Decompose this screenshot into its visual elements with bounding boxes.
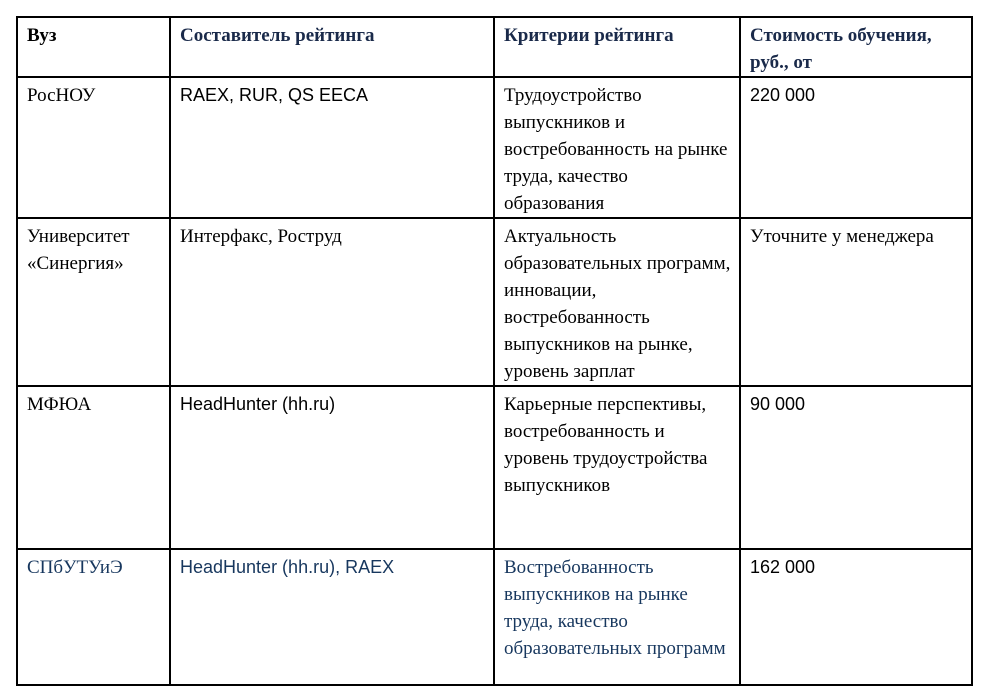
cell-compiler: HeadHunter (hh.ru) [170, 386, 494, 549]
cell-compiler: HeadHunter (hh.ru), RAEX [170, 549, 494, 685]
cell-criteria: Трудоустройство выпускников и востребованность на рынке труда, качество образования [494, 77, 740, 218]
cell-compiler: Интерфакс, Роструд [170, 218, 494, 386]
table-row [17, 77, 972, 218]
table-row [17, 218, 972, 386]
cell-criteria: Востребованность выпускников на рынке труда, качество образовательных программ [494, 549, 740, 685]
rating-table [16, 16, 973, 686]
cell-criteria: Актуальность образовательных программ, инновации, востребованность выпускников на рынке, уровень зарплат [494, 218, 740, 386]
cell-university: СПбУТУиЭ [17, 549, 170, 685]
cell-cost: 90 000 [740, 386, 972, 549]
header-cost: Стоимость обучения, руб., от [740, 17, 972, 77]
table-header-row [17, 17, 972, 77]
cell-university: Университет «Синергия» [17, 218, 170, 386]
cell-university: РосНОУ [17, 77, 170, 218]
table-row [17, 386, 972, 549]
header-compiler: Составитель рейтинга [170, 17, 494, 77]
cell-cost: Уточните у менеджера [740, 218, 972, 386]
cell-cost: 162 000 [740, 549, 972, 685]
cell-criteria: Карьерные перспективы, востребованность и уровень трудоустройства выпускников [494, 386, 740, 549]
header-criteria: Критерии рейтинга [494, 17, 740, 77]
cell-cost: 220 000 [740, 77, 972, 218]
table-row [17, 549, 972, 685]
cell-university: МФЮА [17, 386, 170, 549]
cell-compiler: RAEX, RUR, QS EECA [170, 77, 494, 218]
header-university: Вуз [17, 17, 170, 77]
